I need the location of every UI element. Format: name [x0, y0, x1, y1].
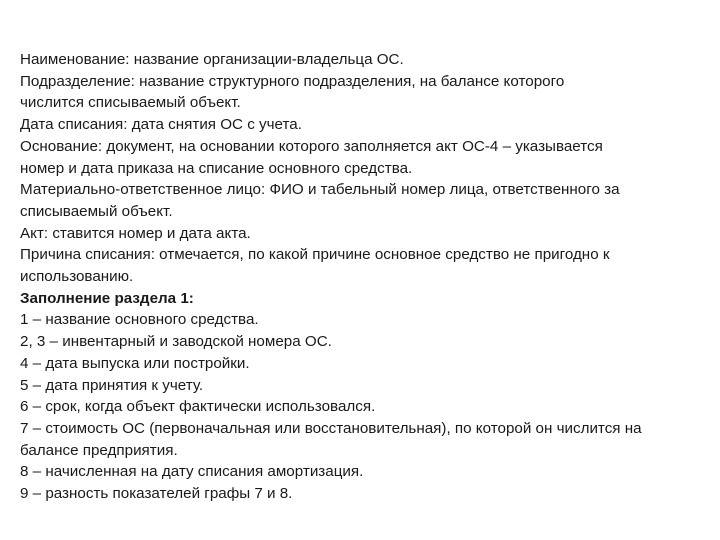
text-line-reason: Причина списания: отмечается, по какой причине основное средство не пригодно к — [20, 246, 610, 264]
list-item-7-cont: балансе предприятия. — [20, 441, 178, 459]
text-line-basis-cont: номер и дата приказа на списание основного средства. — [20, 159, 413, 177]
instructions-text — [20, 49, 710, 505]
list-item-8: 8 – начисленная на дату списания амортизация. — [20, 463, 364, 481]
text-line-act: Акт: ставится номер и дата акта. — [20, 224, 251, 242]
list-item-4: 4 – дата выпуска или постройки. — [20, 354, 250, 372]
text-line-basis: Основание: документ, на основании которого заполняется акт ОС-4 – указывается — [20, 137, 603, 155]
section-heading: Заполнение раздела 1: — [20, 289, 194, 307]
list-item-5: 5 – дата принятия к учету. — [20, 376, 204, 394]
text-line-responsible: Материально-ответственное лицо: ФИО и табельный номер лица, ответственного за — [20, 181, 620, 199]
text-line-division-cont: числится списываемый объект. — [20, 94, 241, 112]
text-line-reason-cont: использованию. — [20, 268, 134, 286]
list-item-1: 1 – название основного средства. — [20, 311, 259, 329]
text-line-writeoff-date: Дата списания: дата снятия ОС с учета. — [20, 116, 302, 134]
text-line-division: Подразделение: название структурного подразделения, на балансе которого — [20, 72, 565, 90]
list-item-2-3: 2, 3 – инвентарный и заводской номера ОС. — [20, 333, 332, 351]
list-item-9: 9 – разность показателей графы 7 и 8. — [20, 485, 293, 503]
text-line-name: Наименование: название организации-владельца ОС. — [20, 51, 404, 68]
list-item-7: 7 – стоимость ОС (первоначальная или восстановительная), по которой он числится на — [20, 419, 642, 437]
text-line-responsible-cont: списываемый объект. — [20, 202, 173, 220]
list-item-6: 6 – срок, когда объект фактически использовался. — [20, 398, 376, 416]
